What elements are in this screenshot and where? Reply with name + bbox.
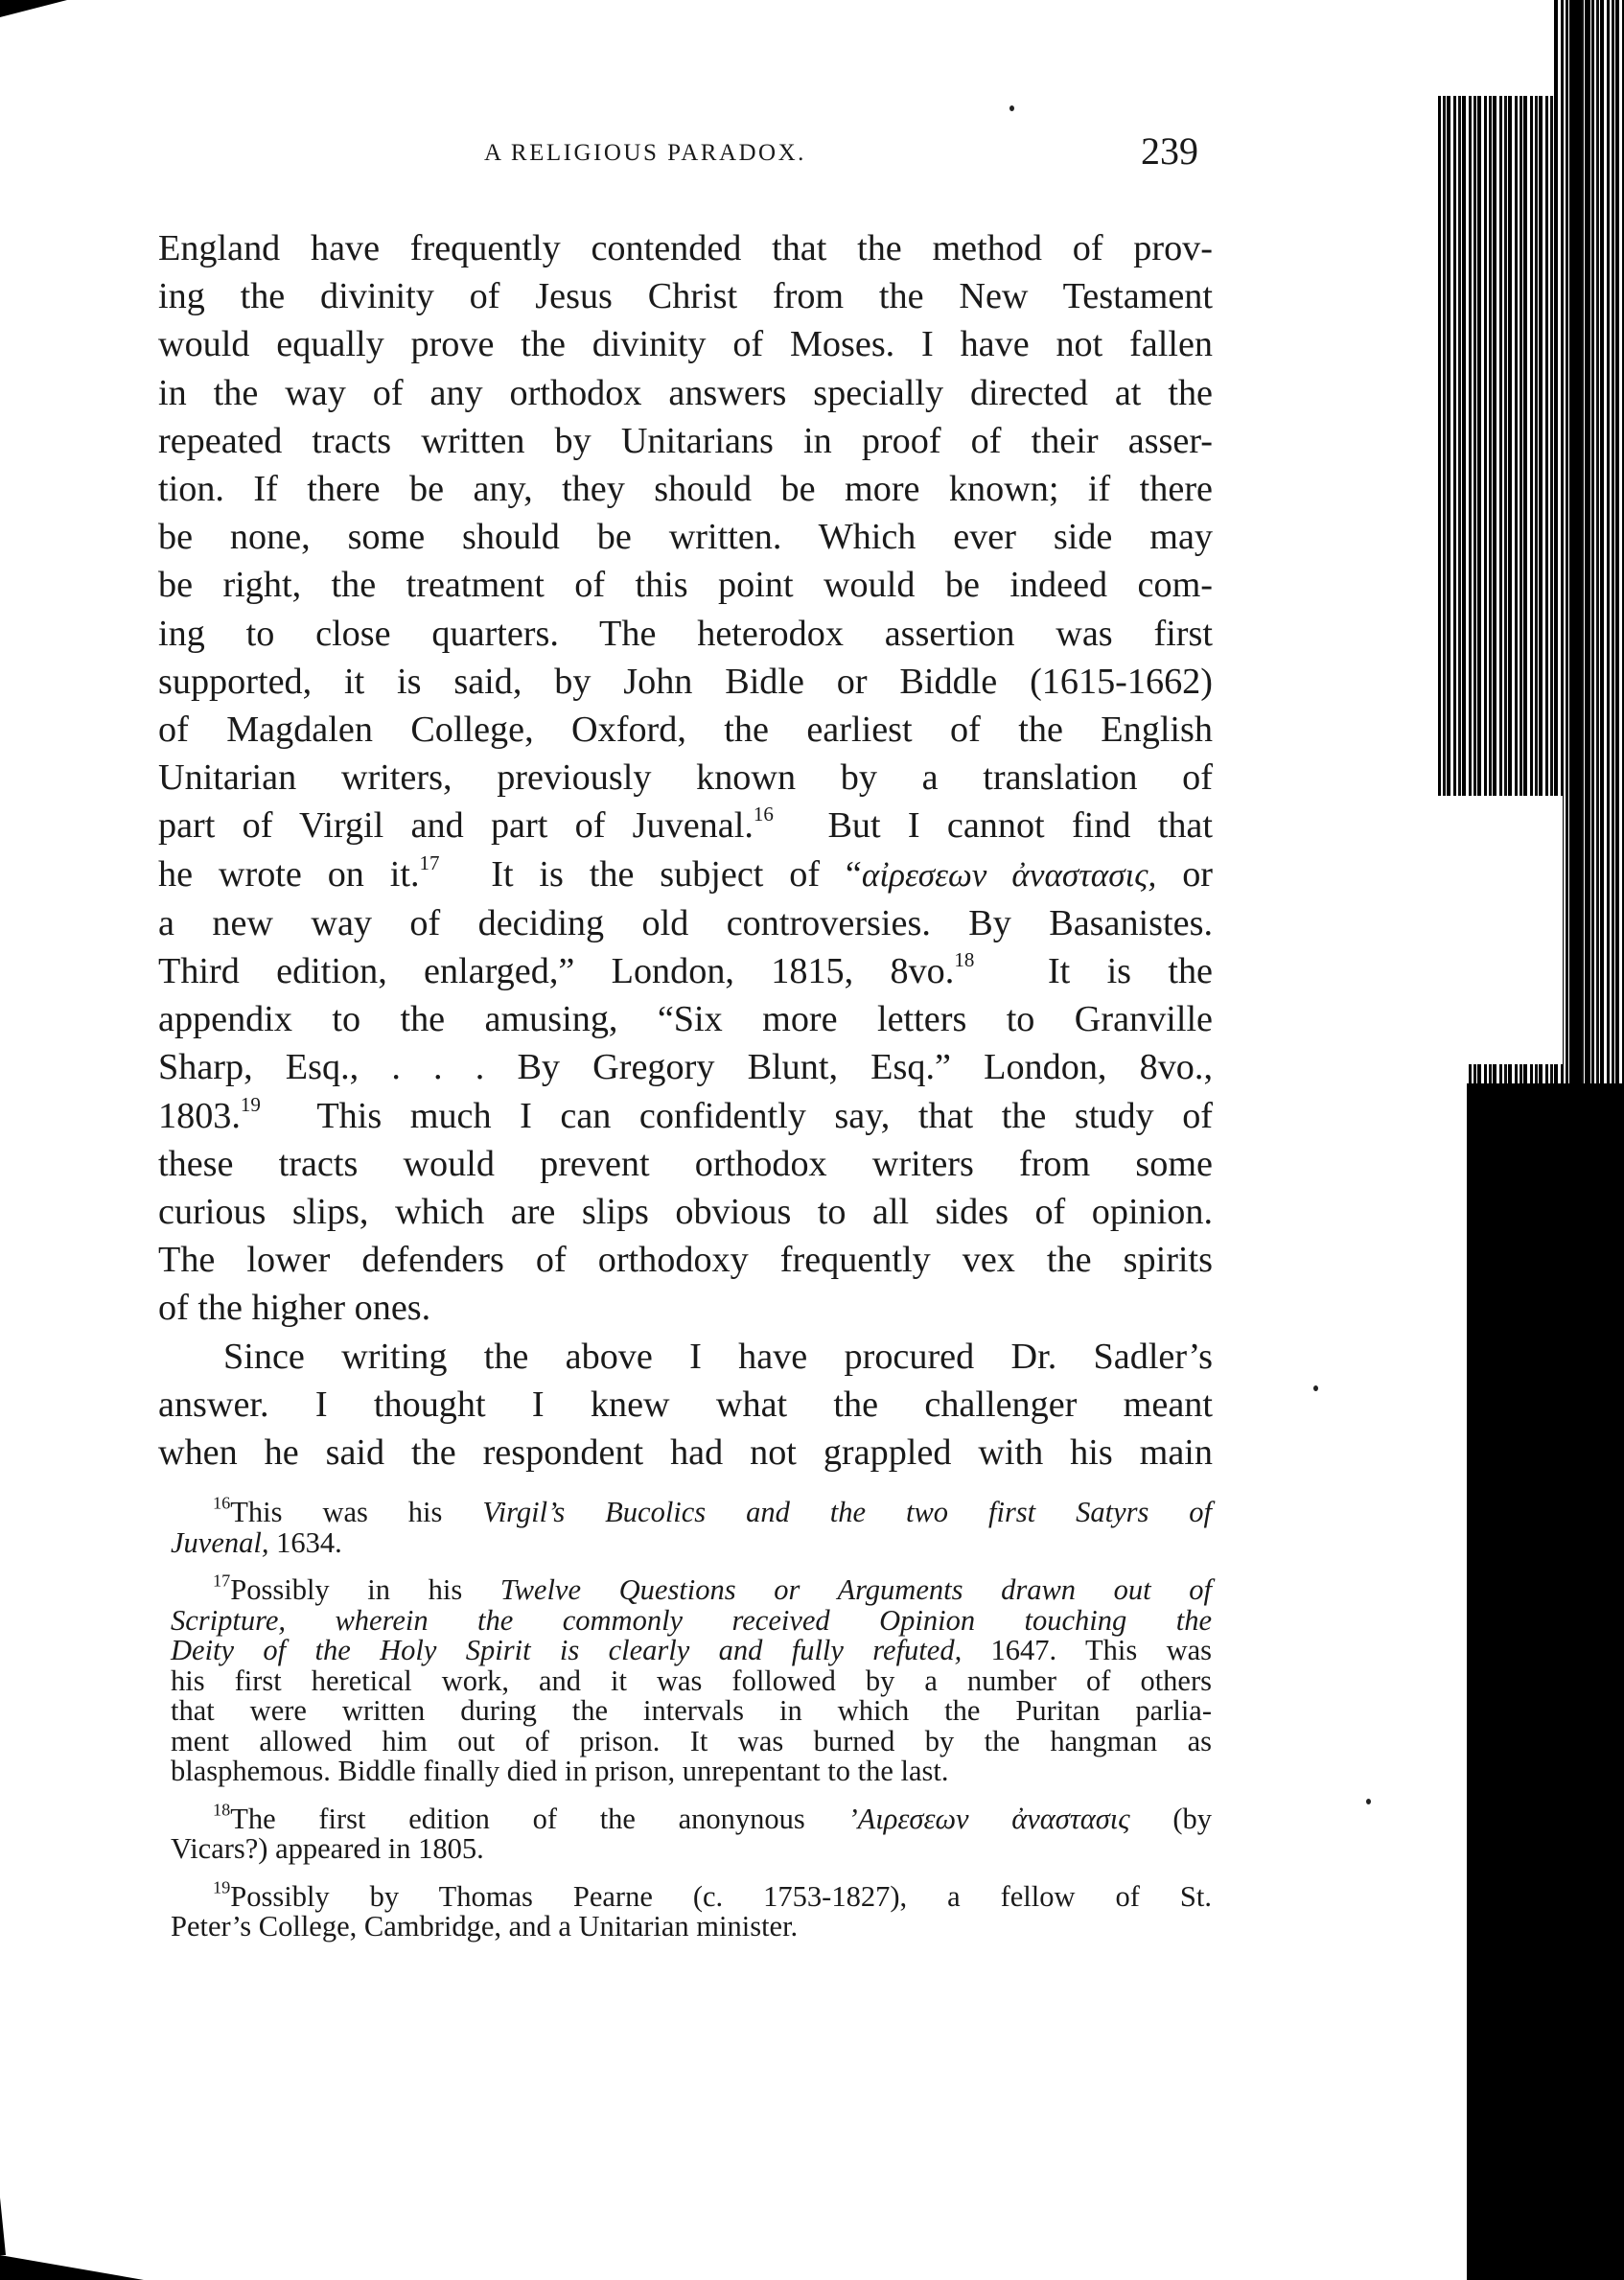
text-line: part of Virgil and part of Juvenal.$^{16}$ But I cannot find that [158,803,1213,847]
text-line: of the higher ones. [158,1288,431,1329]
text-line: Unitarian writers, previously known by a translation of [158,757,1213,799]
footnote-ref: 17 [419,850,440,874]
scan-speck [1313,1385,1318,1391]
text-line: Sharp, Esq., . . . By Gregory Blunt, Esq.” London, 8vo., [158,1047,1213,1088]
text-line: Third edition, enlarged,” London, 1815, 8vo.$^{18}$ It is the [158,948,1213,992]
text-line: be right, the treatment of this point would be indeed com- [158,565,1213,606]
text-line: would equally prove the divinity of Moses. I have not fallen [158,324,1213,365]
scan-corner-artifact [0,2255,144,2280]
text-line: appendix to the amusing, “Six more letters to Granville [158,999,1213,1040]
footnote-number: 17 [213,1570,231,1591]
footnote-number: 19 [213,1876,231,1896]
running-head: A RELIGIOUS PARADOX. [484,140,806,166]
page-edge-line [1572,0,1582,2280]
scan-corner-artifact [0,2198,6,2255]
page-number: 239 [1141,129,1198,173]
text-line: he wrote on it.$^{17}$ It is the subject of “αἰρεσεων ἀναστασις, or [158,850,1214,895]
footnote-number: 16 [213,1493,231,1513]
footnote-19: $^{19}$Possibly by Thomas Pearne (c. 1753-1827), a fellow of St. Peter’s College, Cambridge, and a Unitarian minister. [171,1876,1212,1943]
scan-speck [1009,105,1014,111]
footnote-ref: 19 [240,1092,261,1116]
greek-title: αἰρεσεων ἀναστασις, [861,855,1157,894]
text-line: 1803.19 This much I can confidently say, that the study of [158,1092,1214,1136]
text-line: answer. I thought I knew what the challenger meant [158,1384,1213,1425]
text-line: be none, some should be written. Which ever side may [158,517,1213,558]
page-edge-gap [1438,1064,1467,2280]
text-line: these tracts would prevent orthodox writers from some [158,1143,1213,1184]
footnote-ref: 16 [753,803,774,826]
body-text [158,224,1213,1477]
footnote-number: 18 [213,1799,231,1819]
text-line: in the way of any orthodox answers specially directed at the [158,372,1213,413]
text-line: ing the divinity of Jesus Christ from the New Testament [158,276,1213,317]
text-line: when he said the respondent had not grappled with his main [158,1432,1213,1474]
text-line: supported, it is said, by John Bidle or Biddle (1615-1662) [158,661,1213,702]
footnote-17: $^{17}$Possibly in his Twelve Questions or Arguments drawn out of Scripture, wherein the commonly received Opinion touching the Deity of the Holy Spirit is clearly and fully refuted, 1647. This was his first heretical work, and it was followed by a number of others that were written during the intervals in which the Puritan parlia- ment allowed him out of prison. It was burned by the hangman as blasphemous. Biddle finally died in prison, unrepentant to the last. [171,1570,1213,1787]
scan-speck [1366,1799,1371,1804]
page-edge-gap [1438,796,1563,1064]
text-line: Since writing the above I have procured Dr. Sadler’s [223,1336,1213,1377]
page-edge-shadow [1467,1083,1624,2280]
text-line: curious slips, which are slips obvious to all sides of opinion. [158,1192,1213,1233]
scan-corner-artifact [0,0,67,17]
text-line: of Magdalen College, Oxford, the earliest of the English [158,710,1213,751]
footnote-ref: 18 [954,948,975,972]
footnote-18: $^{18}$The first edition of the anonynous ’Αιρεσεων ἀναστασις (by Vicars?) appeared in 1805. [171,1799,1212,1865]
text-line: repeated tracts written by Unitarians in proof of their asser- [158,420,1213,461]
footnote-16: $^{16}$This was his Virgil’s Bucolics and the two first Satyrs of Juvenal, 1634. [171,1493,1213,1559]
footnotes [171,1493,1213,1960]
page-edge-gap [1438,0,1553,96]
text-line: The lower defenders of orthodoxy frequently vex the spirits [158,1240,1213,1281]
text-line: tion. If there be any, they should be more known; if there [158,469,1213,510]
text-line: a new way of deciding old controversies. By Basanistes. [158,902,1213,943]
page-edge-line [1587,0,1590,2280]
text-line: ing to close quarters. The heterodox assertion was first [158,613,1213,654]
text-line: England have frequently contended that the method of prov- [158,228,1213,268]
